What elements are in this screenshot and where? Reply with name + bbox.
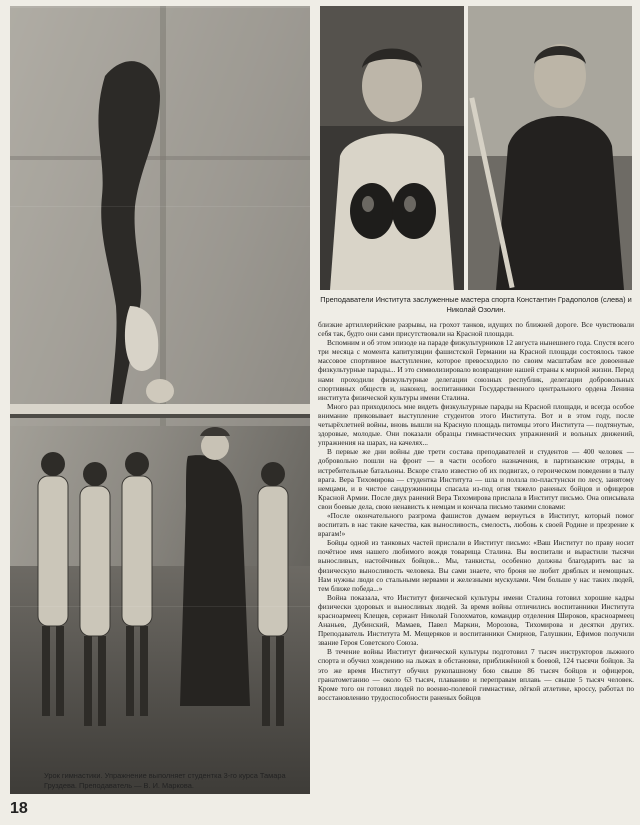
- right-photos-caption: Преподаватели Института заслуженные мастера спорта Константин Градополов (слева) и Николай Озолин.: [320, 295, 632, 314]
- gymnastics-lesson-photo: [10, 6, 310, 794]
- ozolin-portrait-image: [468, 6, 632, 290]
- article-paragraph: Бойцы одной из танковых частей прислали в Институт письмо: «Ваш Институт по праву носит почётное имя нашего любимого вождя товарища Сталина. Вы воспитали и вырастили тысячи выносливых, настойчивых бойцов... Мы, танкисты, особенно должны благодарить вас за физическую выносливость человека. Вы сами знаете, что броня не любит дряблых и немощных. Нам нужны люди со стальными нервами и железными мускулами. Чем больше у нас таких людей, тем ближе победа...»: [318, 538, 634, 593]
- gradopolov-portrait-image: [320, 6, 464, 290]
- article-body: [318, 320, 634, 816]
- article-paragraph: Вспомним и об этом эпизоде на параде физкультурников 12 августа нынешнего года. Спустя всего три месяца с момента капитуляции фашистской Германии на Красной площади состоялось такое массовое спортивное выступление, которое превосходило по своим масштабам все довоенные физкультурные парады... И это символизировало возвращение нашей страны к мирной жизни. Перед нами проходили физкультурные делегации союзных республик, делегации добровольных спортивных обществ и, наконец, воспитанники Государственного центрального ордена Ленина института физической культуры имени Сталина.: [318, 338, 634, 402]
- teacher-gradopolov-portrait: [320, 6, 464, 290]
- article-quote: «После окончательного разгрома фашистов думаем вернуться в Институт, который помог воспитать в нас такие качества, как выносливость, смелость, любовь к своей Родине и презрение к врагам!»: [318, 510, 634, 539]
- gymnastics-lesson-image: [10, 6, 310, 794]
- page-number: 18: [10, 800, 28, 817]
- left-photo-caption: Урок гимнастики. Упражнение выполняет студентка 3-го курса Тамара Груздева. Преподаватель — В. И. Маркова.: [44, 771, 286, 790]
- article-paragraph: Много раз приходилось мне видеть физкультурные парады на Красной площади, и всегда особое внимание приковывает выступление студентов этого Института. Вот и в этом году, после четырёхлетней войны, вновь вышли на Красную площадь питомцы этого Института — подтянутые, здоровые, молодые. Они показали образцы гимнастических упражнений и вольных движений, упражнения на шарах, на качелях...: [318, 401, 634, 448]
- article-paragraph: близкие артиллерийские разрывы, на грохот танков, идущих по ближней дороге. Все чувствовали себя так, будто они сами присутствовали на Красной площади.: [318, 320, 634, 339]
- teacher-ozolin-portrait: [468, 6, 632, 290]
- article-paragraph: В течение войны Институт физической культуры подготовил 7 тысяч инструкторов лыжного спорта и обучил хождению на лыжах в обстановке, приближённой к боевой, 124 тысячи бойцов. За это же время Институт обучил рукопашному бою свыше 86 тысяч бойцов и офицеров, гранатометанию — около 63 тысяч, плаванию и переправам вплавь — свыше 5 тысяч человек. Кроме того он готовил людей по военно-полевой гимнастике, лёгкой атлетике, кроссу, работал по восстановлению трудоспособности раненых бойцов: [318, 647, 634, 702]
- article-paragraph: В первые же дни войны две трети состава преподавателей и студентов — 400 человек — добровольно пошли на фронт — в части особого назначения, в партизанские отряды, в истребительные батальоны. Вскоре стало известно об их подвигах, о героическом поведении в тылу врага. Вера Тихомирова — студентка Института — шла и ползла по-пластунски по лесу, занятому немцами, и в чистое сандружинницы спасала из-под огня тяжело раненых бойцов и офицеров Красной Армии. После двух ранений Вера Тихомирова прислала в Институт письмо. Она описывала свои боевые дела, свою ненависть к немцам и кончала письмо такими словами:: [318, 447, 634, 511]
- article-paragraph: Война показала, что Институт физической культуры имени Сталина готовил хорошие кадры физически здоровых и выносливых людей. За время войны отличились воспитанники Института красноармеец Клещев, сержант Николай Голохматов, командир отделения Широков, красноармеец Ананьев, Дубинский, Мамаев, Павел Маркин, Морозова, Тихомирова и десятки других. Преподаватель Института М. Мещеряков и воспитанники Смирнов, Галушкин, Ефимов получили звание Героя Советского Союза.: [318, 592, 634, 648]
